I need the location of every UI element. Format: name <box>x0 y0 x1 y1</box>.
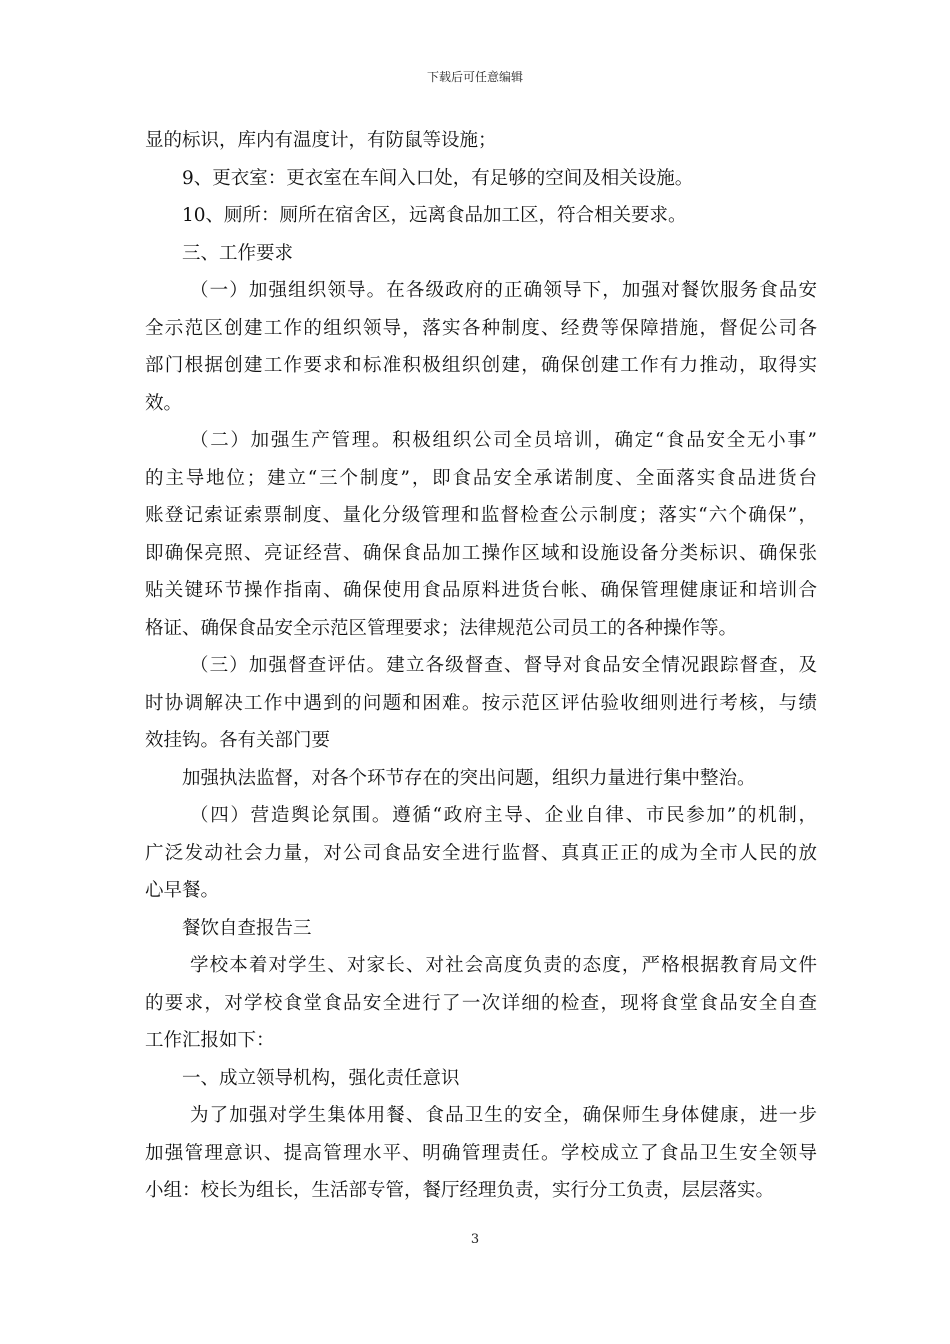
paragraph-line: 心早餐。 <box>145 880 220 901</box>
section-heading: 一、成立领导机构，强化责任意识 <box>182 1067 460 1089</box>
paragraph-line: 部门根据创建工作要求和标准积极组织创建，确保创建工作有力推动，取得实 <box>145 355 817 376</box>
paragraph-line: 学校本着对学生、对家长、对社会高度负责的态度，严格根据教育局文件 <box>190 955 817 976</box>
paragraph-line: 时协调解决工作中遇到的问题和困难。按示范区评估验收细则进行考核，与绩 <box>145 692 817 714</box>
paragraph-line: 为了加强对学生集体用餐、食品卫生的安全，确保师生身体健康，进一步 <box>190 1105 817 1126</box>
section-heading: 餐饮自查报告三 <box>182 917 312 939</box>
section-heading: 三、工作要求 <box>182 242 294 264</box>
paragraph-line: 小组：校长为组长，生活部专管，餐厅经理负责，实行分工负责，层层落实。 <box>145 1180 775 1201</box>
paragraph-line: （一）加强组织领导。在各级政府的正确领导下，加强对餐饮服务食品安 <box>190 280 817 301</box>
paragraph-line: 效挂钩。各有关部门要 <box>145 730 331 751</box>
paragraph-line: 10、厕所：厕所在宿舍区，远离食品加工区，符合相关要求。 <box>182 205 687 226</box>
paragraph-line: 即确保亮照、亮证经营、确保食品加工操作区域和设施设备分类标识、确保张 <box>145 542 817 564</box>
paragraph-line: 加强执法监督，对各个环节存在的突出问题，组织力量进行集中整治。 <box>182 767 756 789</box>
paragraph-line: （三）加强督查评估。建立各级督查、督导对食品安全情况跟踪督查，及 <box>190 655 817 676</box>
paragraph-line: 广泛发动社会力量，对公司食品安全进行监督、真真正正的成为全市人民的放 <box>145 842 817 864</box>
paragraph-line: 的主导地位；建立“三个制度”，即食品安全承诺制度、全面落实食品进货台 <box>145 467 817 489</box>
paragraph-line: 9、更衣室：更衣室在车间入口处，有足够的空间及相关设施。 <box>182 167 694 189</box>
paragraph-line: 全示范区创建工作的组织领导，落实各种制度、经费等保障措施，督促公司各 <box>145 317 817 339</box>
paragraph-line: 账登记索证索票制度、量化分级管理和监督检查公示制度；落实“六个确保”， <box>145 505 817 526</box>
paragraph-line: （四）营造舆论氛围。遵循“政府主导、企业自律、市民参加”的机制， <box>190 805 817 826</box>
paragraph-line: （二）加强生产管理。积极组织公司全员培训，确定“食品安全无小事” <box>190 430 817 451</box>
paragraph-line: 工作汇报如下： <box>145 1030 275 1051</box>
paragraph-line: 效。 <box>145 392 183 414</box>
document-body <box>145 122 817 1210</box>
paragraph-line: 加强管理意识、提高管理水平、明确管理责任。学校成立了食品卫生安全领导 <box>145 1142 817 1164</box>
paragraph-line: 贴关键环节操作指南、确保使用食品原料进货台帐、确保管理健康证和培训合 <box>145 580 817 601</box>
page-header: 下载后可任意编辑 <box>426 70 523 84</box>
page-number: 3 <box>470 1232 480 1247</box>
paragraph-line: 格证、确保食品安全示范区管理要求；法律规范公司员工的各种操作等。 <box>145 617 738 639</box>
paragraph-line: 的要求，对学校食堂食品安全进行了一次详细的检查，现将食堂食品安全自查 <box>145 992 817 1014</box>
paragraph-line: 显的标识，库内有温度计，有防鼠等设施； <box>145 130 497 151</box>
